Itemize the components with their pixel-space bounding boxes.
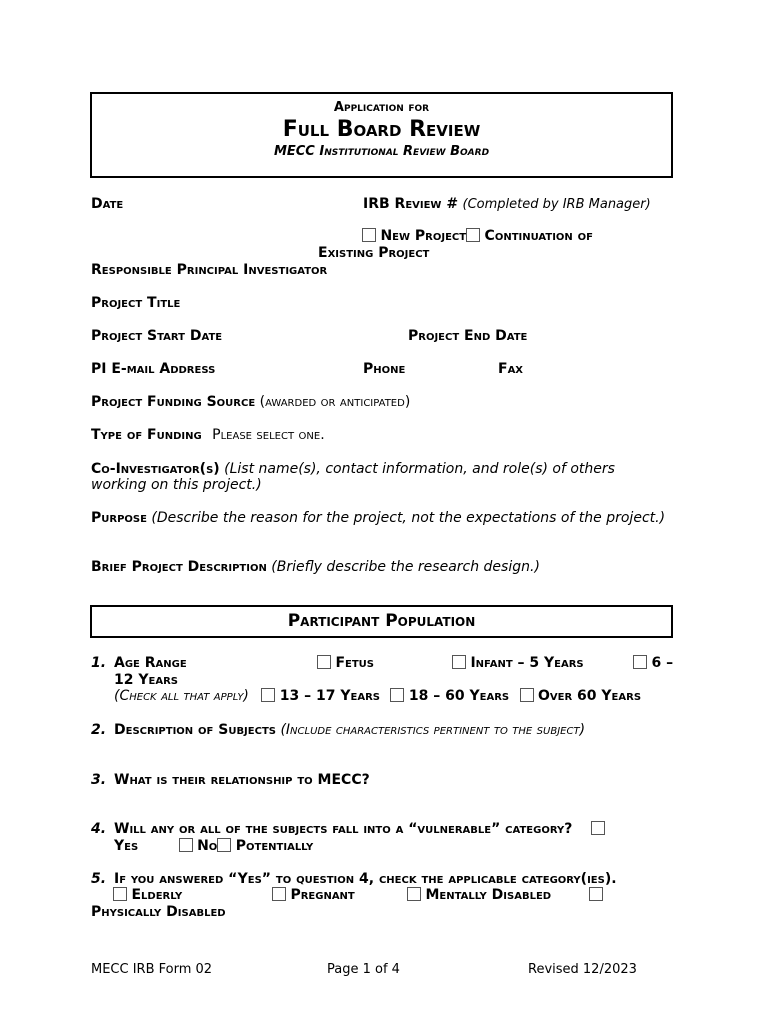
- q5-elderly-option: [113, 887, 182, 904]
- q3-label: What is their relationship to MECC?: [114, 772, 370, 788]
- form-subtitle: MECC Institutional Review Board: [273, 144, 490, 159]
- q2-label: Description of Subjects: [114, 722, 276, 738]
- q5-number: 5.: [91, 871, 107, 887]
- purpose-note: (Describe the reason for the project, not the expectations of the project.): [151, 510, 666, 526]
- type-funding-select[interactable]: Please select one.: [212, 427, 325, 443]
- project-status-row: [362, 228, 593, 245]
- infant-label: Infant – 5 Years: [470, 655, 584, 671]
- title-box: [90, 92, 673, 178]
- q4-number: 4.: [91, 821, 107, 837]
- date-label: Date: [91, 196, 124, 212]
- form-title: Full Board Review: [282, 117, 481, 142]
- start-date-label: Project Start Date: [91, 328, 223, 344]
- mentally-disabled-label: Mentally Disabled: [425, 887, 552, 903]
- irb-review-row: [363, 196, 651, 213]
- purpose-row: [91, 510, 665, 527]
- q2-note: (Include characteristics pertinent to the subject): [280, 722, 586, 738]
- q1-child-option: [633, 655, 673, 672]
- q1-row-2: [114, 688, 641, 705]
- purpose-label: Purpose: [91, 510, 147, 526]
- adult-label: 18 – 60 Years: [408, 688, 510, 704]
- participant-population-heading: Participant Population: [90, 605, 673, 638]
- no-checkbox[interactable]: [179, 838, 193, 852]
- infant-checkbox[interactable]: [452, 655, 466, 669]
- q5-label: If you answered “Yes” to question 4, check the applicable category(ies).: [114, 871, 617, 887]
- new-project-checkbox[interactable]: [362, 228, 376, 242]
- brief-description-note: (Briefly describe the research design.): [271, 559, 540, 575]
- funding-source-row: [91, 394, 410, 411]
- co-investigators-label: Co-Investigator(s): [91, 461, 220, 477]
- q4-row-2: [114, 838, 313, 855]
- funding-source-note: (awarded or anticipated): [259, 394, 411, 410]
- q1-note: (Check all that apply): [114, 688, 249, 704]
- brief-description-label: Brief Project Description: [91, 559, 267, 575]
- new-project-label: New Project: [380, 228, 467, 244]
- elderly-label: Elderly: [131, 887, 183, 903]
- mentally-disabled-checkbox[interactable]: [407, 887, 421, 901]
- type-funding-label: Type of Funding: [91, 427, 202, 443]
- q2-number: 2.: [91, 722, 107, 738]
- phone-label: Phone: [363, 361, 406, 377]
- senior-label: Over 60 Years: [538, 688, 642, 704]
- q4-row: [114, 821, 605, 838]
- continuation-label-a: Continuation of: [484, 228, 593, 244]
- pi-email-label: PI E-mail Address: [91, 361, 216, 377]
- brief-description-row: [91, 559, 540, 576]
- footer-form-id: MECC IRB Form 02: [91, 962, 213, 977]
- pregnant-checkbox[interactable]: [272, 887, 286, 901]
- no-label: No: [197, 838, 218, 854]
- physically-disabled-checkbox[interactable]: [589, 887, 603, 901]
- elderly-checkbox[interactable]: [113, 887, 127, 901]
- co-investigators-note-b: working on this project.): [91, 477, 262, 493]
- q5-mental-option: [407, 887, 551, 904]
- responsible-pi-label: Responsible Principal Investigator: [91, 262, 328, 278]
- q1-fetus-option: [317, 655, 374, 672]
- yes-label: Yes: [114, 838, 139, 854]
- potentially-label: Potentially: [235, 838, 314, 854]
- physically-disabled-label: Physically Disabled: [91, 904, 226, 920]
- co-investigators-row: [91, 461, 615, 478]
- fetus-label: Fetus: [335, 655, 374, 671]
- q4-label: Will any or all of the subjects fall into a “vulnerable” category?: [114, 821, 573, 837]
- project-title-label: Project Title: [91, 295, 181, 311]
- senior-checkbox[interactable]: [520, 688, 534, 702]
- continuation-checkbox[interactable]: [466, 228, 480, 242]
- teen-label: 13 – 17 Years: [279, 688, 380, 704]
- potentially-checkbox[interactable]: [217, 838, 231, 852]
- fax-label: Fax: [498, 361, 524, 377]
- footer-revised: Revised 12/2023: [528, 962, 637, 977]
- child-checkbox[interactable]: [633, 655, 647, 669]
- irb-review-label: IRB Review #: [363, 196, 459, 212]
- q1-infant-option: [452, 655, 584, 672]
- continuation-label-b: Existing Project: [318, 245, 430, 261]
- child-label-a: 6 –: [651, 655, 674, 671]
- q2-row: [114, 722, 585, 739]
- fetus-checkbox[interactable]: [317, 655, 331, 669]
- child-label-b: 12 Years: [114, 672, 178, 688]
- application-for-label: Application for: [333, 100, 430, 115]
- teen-checkbox[interactable]: [261, 688, 275, 702]
- yes-checkbox[interactable]: [591, 821, 605, 835]
- adult-checkbox[interactable]: [390, 688, 404, 702]
- funding-source-label: Project Funding Source: [91, 394, 256, 410]
- q1-number: 1.: [91, 655, 107, 671]
- co-investigators-note-a: (List name(s), contact information, and role(s) of others: [224, 461, 615, 477]
- q1-label: Age Range: [114, 655, 187, 671]
- type-funding-row: [91, 427, 325, 444]
- q5-pregnant-option: [272, 887, 355, 904]
- footer-page-number: Page 1 of 4: [327, 962, 400, 977]
- q3-number: 3.: [91, 772, 107, 788]
- q5-physical-option: [589, 887, 603, 904]
- pregnant-label: Pregnant: [290, 887, 355, 903]
- irb-review-note: (Completed by IRB Manager): [462, 197, 651, 212]
- end-date-label: Project End Date: [408, 328, 528, 344]
